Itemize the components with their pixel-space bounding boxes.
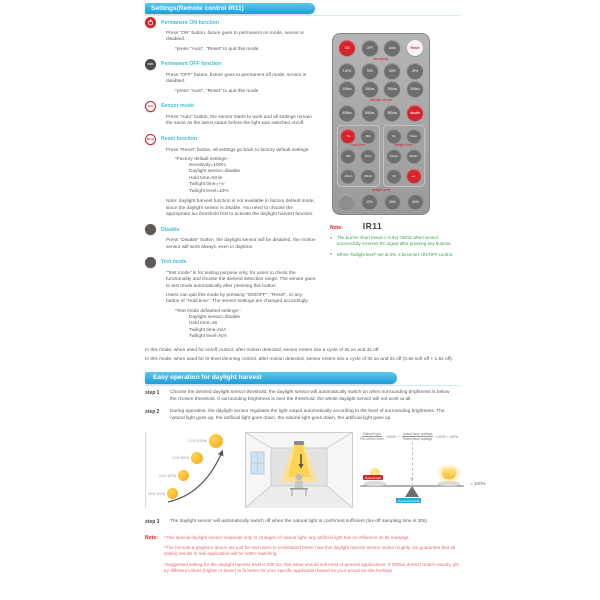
- artificial-lamp-icon: [442, 469, 456, 479]
- remote-button-10min[interactable]: 10min: [341, 169, 355, 183]
- remote-row-sensitivity: [337, 63, 425, 79]
- remote-button-200lux[interactable]: 200lux: [384, 81, 400, 97]
- section-body: "Test mode" is for testing purpose only, for users to check the functionality and choose the desired detection range. The sensor goes to test mode automatically after pressing this button.: [166, 270, 316, 289]
- remote-button-100lux[interactable]: 100lux: [339, 81, 355, 97]
- settings-header-title: Settings(Remote control IR11): [151, 5, 244, 12]
- step-1-label: step 1: [145, 390, 160, 397]
- fraction-lamp-wattage: [402, 432, 434, 441]
- test-default-item: Daylight sensor=disable: [189, 314, 241, 320]
- sun-label: 12:00 (100%): [188, 439, 208, 444]
- remote-button-500lux[interactable]: 500lux: [362, 105, 378, 121]
- sun-label: 09:00 (50%): [159, 473, 177, 478]
- daylight-harvest-diagram: [145, 432, 486, 513]
- section-body: Press "Disable" button, the daylight sensor will be disabled, the motion sensor will work always, even in daytime.: [166, 238, 316, 250]
- factory-default-item: Daylight sensor=disable: [189, 169, 241, 175]
- remote-button-1h[interactable]: 1h: [387, 169, 401, 183]
- section-title: Sensor mode: [161, 103, 194, 110]
- bottom-note: *This special daylight sensor responds only to changes of natural light, any artificial light has no influence on its readings.: [164, 534, 410, 540]
- sun-09-00: [159, 470, 189, 481]
- remote-button-30s[interactable]: 30s: [361, 129, 375, 143]
- formula-plus: +: [397, 434, 400, 439]
- step-1-text: Choose the desired daylight sensor threshold, the daylight sensor will automatically switch on when surrounding brightness is below the chosen threshold. If surrounding brightness is over the threshold, the whole daylight sensor will not work at all.: [170, 390, 450, 402]
- step-2: [145, 409, 460, 422]
- remote-button-30min[interactable]: 30min: [361, 169, 375, 183]
- factory-default-item: Twilight time=+∞: [189, 182, 225, 188]
- remote-button-75%[interactable]: 75%: [362, 63, 378, 79]
- remote-button-800lux[interactable]: 800lux: [384, 105, 400, 121]
- daylight-sensor-label: daylight sensor: [369, 98, 393, 103]
- hold-time-label: hold time: [351, 142, 366, 147]
- hold-time-group: [337, 125, 380, 187]
- section-body: Press "Auto" button, the sensor starts to work and all settings remain the same as the latest status before the light was switched on/off.: [166, 114, 312, 127]
- power-off-icon: OFF: [145, 59, 156, 70]
- section-title: Disable: [161, 226, 180, 233]
- section-title: Permanent ON function: [161, 19, 219, 26]
- sun-12-00: [188, 434, 223, 448]
- step-1: [145, 390, 460, 403]
- step-3-label: step 3: [145, 519, 160, 526]
- section-reset: [145, 134, 322, 219]
- sensitivity-label: sensitivity: [373, 57, 389, 61]
- remote-button-ON[interactable]: ON: [339, 40, 355, 56]
- sun-label: 08:00 (20%): [148, 491, 166, 496]
- remote-note: ● When "twilight level" set at 0%, it becomes ON/OFF control.: [330, 252, 461, 258]
- remote-note-label: Note:: [330, 225, 343, 232]
- room-illustration: [245, 432, 353, 513]
- section-body-2: Users can quit this mode by pressing "ON/OFF", "Reset", or any button of "Hold time". The sensor settings are changed accordingly.: [166, 292, 309, 305]
- remote-button-10min[interactable]: 10min: [387, 149, 401, 163]
- instructions-column: [145, 17, 322, 346]
- remote-column: [322, 33, 460, 346]
- formula-numerator: Actual lamp wattage: [402, 432, 433, 437]
- section-permanent-on: [145, 17, 322, 53]
- remote-model-caption: IR11: [362, 221, 383, 232]
- auto-button-icon: Auto: [145, 101, 156, 112]
- test-default-item: Twilight time=N/A: [189, 327, 227, 333]
- section-title: Reset function: [161, 136, 198, 143]
- formula-numerator: Natural light: [362, 432, 381, 437]
- remote-button-150lux[interactable]: 150lux: [362, 81, 378, 97]
- section-title: Test mode: [161, 259, 187, 266]
- remote-button-Auto[interactable]: Auto: [384, 40, 400, 56]
- balance-diagram: [360, 432, 486, 505]
- sun-08-00: [148, 488, 178, 499]
- factory-default-item: Twilight level=10%: [189, 188, 229, 194]
- fulcrum-tag: Pre-set lux level: [398, 498, 420, 503]
- remote-button-25%[interactable]: 25%: [407, 63, 423, 79]
- section-body: Press "Reset" button, all settings go back to factory default settings.: [166, 147, 310, 153]
- remote-button-300lux[interactable]: 300lux: [407, 81, 423, 97]
- ceiling-lamp-icon: [294, 441, 304, 445]
- remote-row-lux-2: [337, 105, 425, 121]
- remote-button-Reset[interactable]: Reset: [407, 40, 423, 56]
- factory-note: Note: daylight harvest function is not available in factory default mode, since the daylight sensor is disable. You need to choose the appropriate lux threshold first to activate the daylight harvest function.: [166, 199, 315, 217]
- sun-label: 10:00 (80%): [172, 456, 190, 461]
- test-default-item: Twilight level=N/A: [189, 333, 227, 339]
- factory-default-item: Sensitivity=100%: [189, 162, 226, 168]
- section-sub: *press "Auto", "Reset" to quit this mode.: [175, 46, 260, 52]
- bottom-note: *Suggested setting for the daylight harvest level is 300 lux, this value should suit most of general applications. If 300lux doesn't match exactly, pls try different values (higher or lower) to fit better for your specific application based on your actual on-site feelings.: [164, 561, 459, 574]
- sun-icon: [191, 452, 203, 464]
- remote-button-blank[interactable]: [339, 194, 354, 209]
- bottom-note: *The formula & graphics above are just for end users to understand better how this daylight harvest sensor works roughly. No guarantee that all testing results in real application will be 100% matching.: [164, 545, 456, 557]
- remote-control-illustration: [332, 33, 430, 215]
- formula-denominator: Pre-set lux level: [360, 437, 384, 442]
- test-defaults-header: *Test mode defaulted settings--: [175, 308, 242, 314]
- daylight-harvest-banner: [145, 372, 397, 384]
- remote-note: ● The buzzer short beeps (~0.5s) ONCE when sensor successfully receives RC signal after pressing any buttons.: [330, 235, 461, 247]
- remote-button-10%[interactable]: 10%: [362, 194, 377, 209]
- daylight-formula: [360, 432, 460, 441]
- section-test-mode: [145, 257, 322, 341]
- step-2-label: step 2: [145, 409, 160, 416]
- section-body: Press "OFF" button, fixture goes to permanent off mode, sensor is disabled.: [166, 72, 307, 85]
- balance-result: = 100%: [470, 481, 486, 487]
- person-icon: [296, 474, 303, 481]
- formula-times: ×100%: [385, 434, 396, 439]
- twilight-level-label: twilight level: [371, 187, 391, 192]
- disable-button-icon: [145, 224, 156, 235]
- sun-icon: [209, 434, 223, 448]
- section-sub: *press "Auto", "Reset" to quit this mode.: [175, 88, 260, 94]
- remote-notes: [328, 235, 460, 257]
- daylight-harvest-title: Easy operation for daylight harvest: [153, 374, 262, 382]
- step-3: [145, 519, 460, 525]
- step-3-text: The daylight sensor will automatically switch off when the natural light is confirmed sufficient (lux-off sampling time is 30s).: [170, 519, 429, 525]
- section-disable: [145, 224, 322, 251]
- remote-button-disable[interactable]: disable: [407, 105, 423, 121]
- test-mode-button-icon: [145, 257, 156, 268]
- remote-button-30%[interactable]: 30%: [385, 194, 400, 209]
- remote-button-100%[interactable]: 100%: [339, 63, 355, 79]
- factory-default-item: Hold time=5min: [189, 175, 223, 181]
- remote-button-0s[interactable]: 0s: [387, 129, 401, 143]
- remote-row-twilight-level: [337, 194, 425, 209]
- remote-button-5s[interactable]: 5s: [341, 129, 355, 143]
- section-permanent-off: [145, 59, 322, 95]
- factory-defaults-list: [145, 163, 322, 195]
- fulcrum-triangle-icon: [405, 486, 419, 497]
- formula-denominator: Rated lamp wattage: [402, 437, 433, 442]
- desk-icon: [290, 488, 308, 490]
- remote-button-5min[interactable]: 5min: [407, 129, 421, 143]
- remote-button-30min[interactable]: 30min: [407, 149, 421, 163]
- section-sensor-mode: [145, 101, 322, 128]
- factory-defaults-header: *Factory default settings--: [175, 156, 230, 162]
- seesaw-balance: [360, 455, 486, 505]
- fraction-natural-light: [360, 432, 383, 441]
- step-2-text: During operation, the daylight sensor regulates the light output automatically according to the level of surrounding brightness. The natural light goes up, the artificial light goes down, the natural light goes down, the artificial light goes up.: [170, 409, 445, 421]
- bottom-notes: [145, 535, 460, 579]
- sun-arc-illustration: [145, 432, 238, 508]
- reset-button-icon: Reset: [145, 134, 156, 145]
- remote-button-OFF[interactable]: OFF: [362, 40, 378, 56]
- natural-light-tag: Natural light: [365, 475, 382, 480]
- section-title: Permanent OFF function: [161, 61, 222, 68]
- sun-icon: [178, 470, 189, 481]
- test-defaults-list: [145, 315, 322, 341]
- balance-plus: +: [410, 477, 414, 484]
- remote-row-power: [337, 40, 425, 56]
- remote-button-50%[interactable]: 50%: [384, 63, 400, 79]
- mode-paragraph-1: In this mode, when used for on/off control, after motion detected, sensor enters into a cycle of 3s on and 3s off.: [145, 348, 380, 354]
- remote-button-+∞[interactable]: +∞: [407, 169, 421, 183]
- sun-icon: [167, 488, 178, 499]
- twilight-time-label: twilight time: [394, 142, 413, 147]
- formula-result: ×100% = 100%: [435, 434, 459, 439]
- settings-header-banner: [145, 3, 315, 14]
- power-on-icon: [145, 17, 156, 28]
- remote-button-90s[interactable]: 90s: [341, 149, 355, 163]
- remote-button-50%[interactable]: 50%: [408, 194, 423, 209]
- content-column: [145, 17, 486, 578]
- bottom-note-label: Note:: [145, 534, 158, 541]
- twilight-time-group: [383, 125, 426, 187]
- section-body: Press "ON" button, fixture goes to permanent on mode, sensor is disabled.: [166, 31, 304, 43]
- remote-button-400lux[interactable]: 400lux: [339, 105, 355, 121]
- remote-row-lux-1: [337, 81, 425, 97]
- remote-button-5min[interactable]: 5min: [361, 149, 375, 163]
- sun-10-00: [172, 452, 203, 464]
- mode-paragraph-2: In this mode, when used for tri-level dimming control, after motion detected, sensor enters into a cycle of 3s on and 2s off (0.5s soft off + 1.5s off).: [145, 356, 454, 362]
- test-default-item: Hold time=3s: [189, 321, 218, 327]
